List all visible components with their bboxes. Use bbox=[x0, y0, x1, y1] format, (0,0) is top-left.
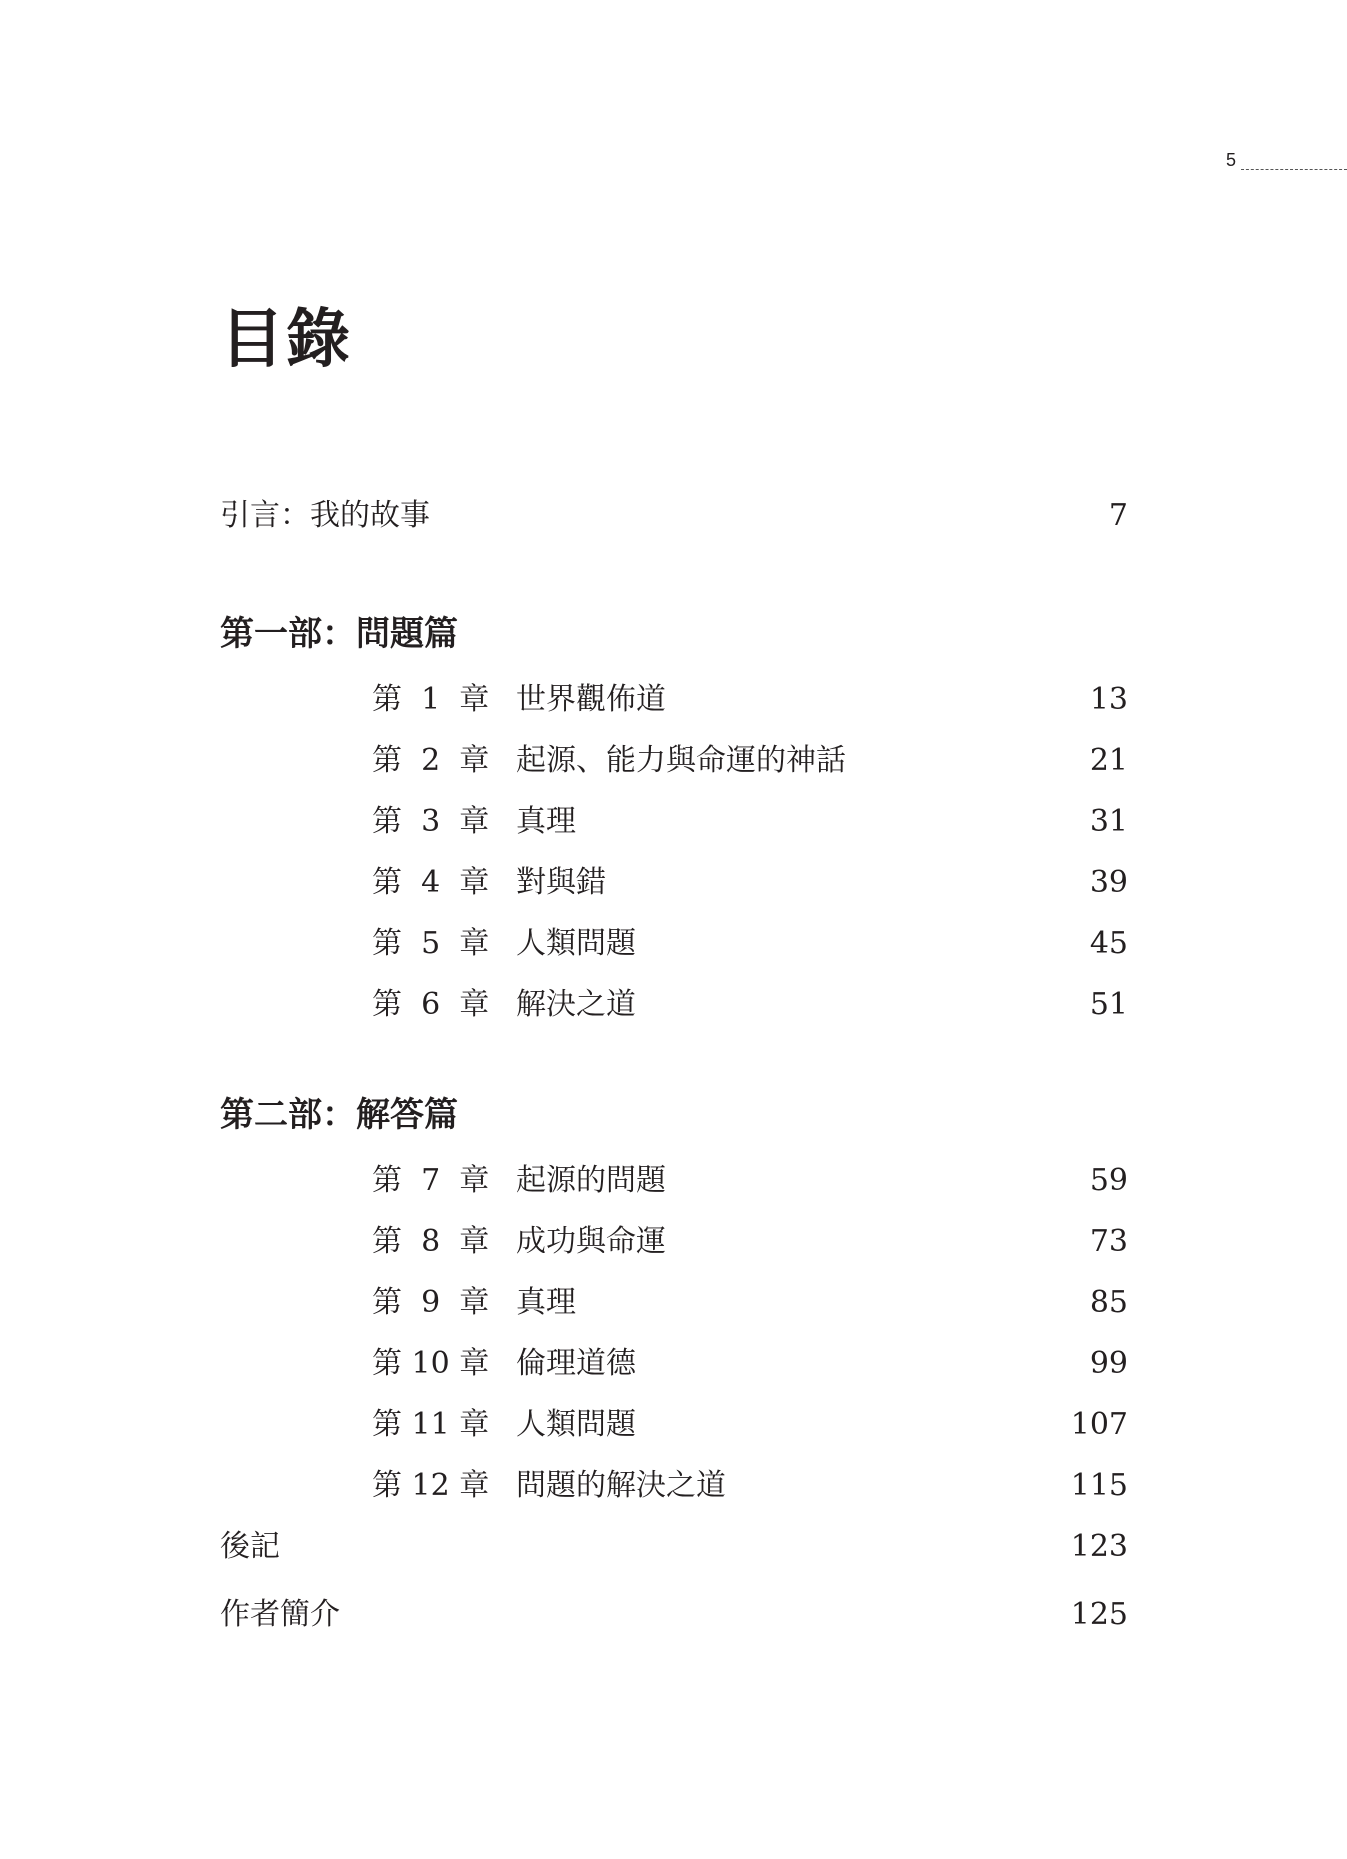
chapter-number: 第 5 章 bbox=[372, 926, 490, 961]
entry-label: 後記 bbox=[220, 1529, 280, 1564]
chapter-number: 第 11 章 bbox=[372, 1407, 490, 1442]
chapter-page-number: 85 bbox=[1089, 1285, 1128, 1320]
toc-chapter-8[interactable] bbox=[0, 1220, 1347, 1264]
chapter-page-number: 115 bbox=[1070, 1468, 1128, 1503]
chapter-page-number: 39 bbox=[1089, 865, 1128, 900]
toc-chapter-1[interactable] bbox=[0, 678, 1347, 722]
chapter-page-number: 13 bbox=[1089, 682, 1128, 717]
chapter-page-number: 21 bbox=[1089, 743, 1128, 778]
chapter-number: 第 3 章 bbox=[372, 804, 490, 839]
toc-entry-about-author[interactable] bbox=[0, 1593, 1347, 1637]
chapter-page-number: 59 bbox=[1089, 1163, 1128, 1198]
chapter-page-number: 45 bbox=[1089, 926, 1128, 961]
chapter-page-number: 99 bbox=[1089, 1346, 1128, 1381]
page-number: 5 bbox=[1226, 150, 1237, 170]
entry-label: 引言：我的故事 bbox=[220, 498, 430, 533]
chapter-title: 問題的解決之道 bbox=[516, 1468, 726, 1503]
chapter-title: 解決之道 bbox=[516, 987, 636, 1022]
header-dotted-rule bbox=[1241, 169, 1347, 170]
entry-page-number: 123 bbox=[1070, 1529, 1128, 1564]
chapter-number: 第 8 章 bbox=[372, 1224, 490, 1259]
chapter-page-number: 73 bbox=[1089, 1224, 1128, 1259]
toc-chapter-4[interactable] bbox=[0, 861, 1347, 905]
toc-chapter-10[interactable] bbox=[0, 1342, 1347, 1386]
chapter-number: 第 2 章 bbox=[372, 743, 490, 778]
toc-chapter-9[interactable] bbox=[0, 1281, 1347, 1325]
chapter-page-number: 107 bbox=[1070, 1407, 1128, 1442]
chapter-number: 第 9 章 bbox=[372, 1285, 490, 1320]
toc-entry-intro[interactable] bbox=[0, 494, 1347, 538]
entry-page-number: 7 bbox=[1108, 498, 1128, 533]
chapter-title: 倫理道德 bbox=[516, 1346, 636, 1381]
toc-chapter-5[interactable] bbox=[0, 922, 1347, 966]
toc-chapter-11[interactable] bbox=[0, 1403, 1347, 1447]
chapter-title: 世界觀佈道 bbox=[516, 682, 666, 717]
toc-chapter-2[interactable] bbox=[0, 739, 1347, 783]
chapter-number: 第 1 章 bbox=[372, 682, 490, 717]
chapter-title: 真理 bbox=[516, 804, 576, 839]
toc-chapter-6[interactable] bbox=[0, 983, 1347, 1027]
toc-part-1-heading[interactable] bbox=[0, 612, 1347, 656]
toc-chapter-7[interactable] bbox=[0, 1159, 1347, 1203]
entry-page-number: 125 bbox=[1070, 1597, 1128, 1632]
chapter-title: 起源、能力與命運的神話 bbox=[516, 743, 846, 778]
toc-part-2-heading[interactable] bbox=[0, 1093, 1347, 1137]
chapter-title: 人類問題 bbox=[516, 926, 636, 961]
chapter-number: 第 6 章 bbox=[372, 987, 490, 1022]
chapter-number: 第 4 章 bbox=[372, 865, 490, 900]
chapter-number: 第 12 章 bbox=[372, 1468, 490, 1503]
chapter-page-number: 51 bbox=[1089, 987, 1128, 1022]
toc-chapter-12[interactable] bbox=[0, 1464, 1347, 1508]
chapter-title: 真理 bbox=[516, 1285, 576, 1320]
chapter-number: 第 10 章 bbox=[372, 1346, 490, 1381]
chapter-title: 成功與命運 bbox=[516, 1224, 666, 1259]
toc-entry-afterword[interactable] bbox=[0, 1525, 1347, 1569]
part-label: 第一部：問題篇 bbox=[220, 614, 458, 654]
toc-title: 目錄 bbox=[220, 302, 352, 377]
chapter-title: 人類問題 bbox=[516, 1407, 636, 1442]
entry-label: 作者簡介 bbox=[220, 1597, 340, 1632]
chapter-title: 起源的問題 bbox=[516, 1163, 666, 1198]
toc-chapter-3[interactable] bbox=[0, 800, 1347, 844]
chapter-title: 對與錯 bbox=[516, 865, 606, 900]
part-label: 第二部：解答篇 bbox=[220, 1095, 458, 1135]
chapter-number: 第 7 章 bbox=[372, 1163, 490, 1198]
chapter-page-number: 31 bbox=[1089, 804, 1128, 839]
